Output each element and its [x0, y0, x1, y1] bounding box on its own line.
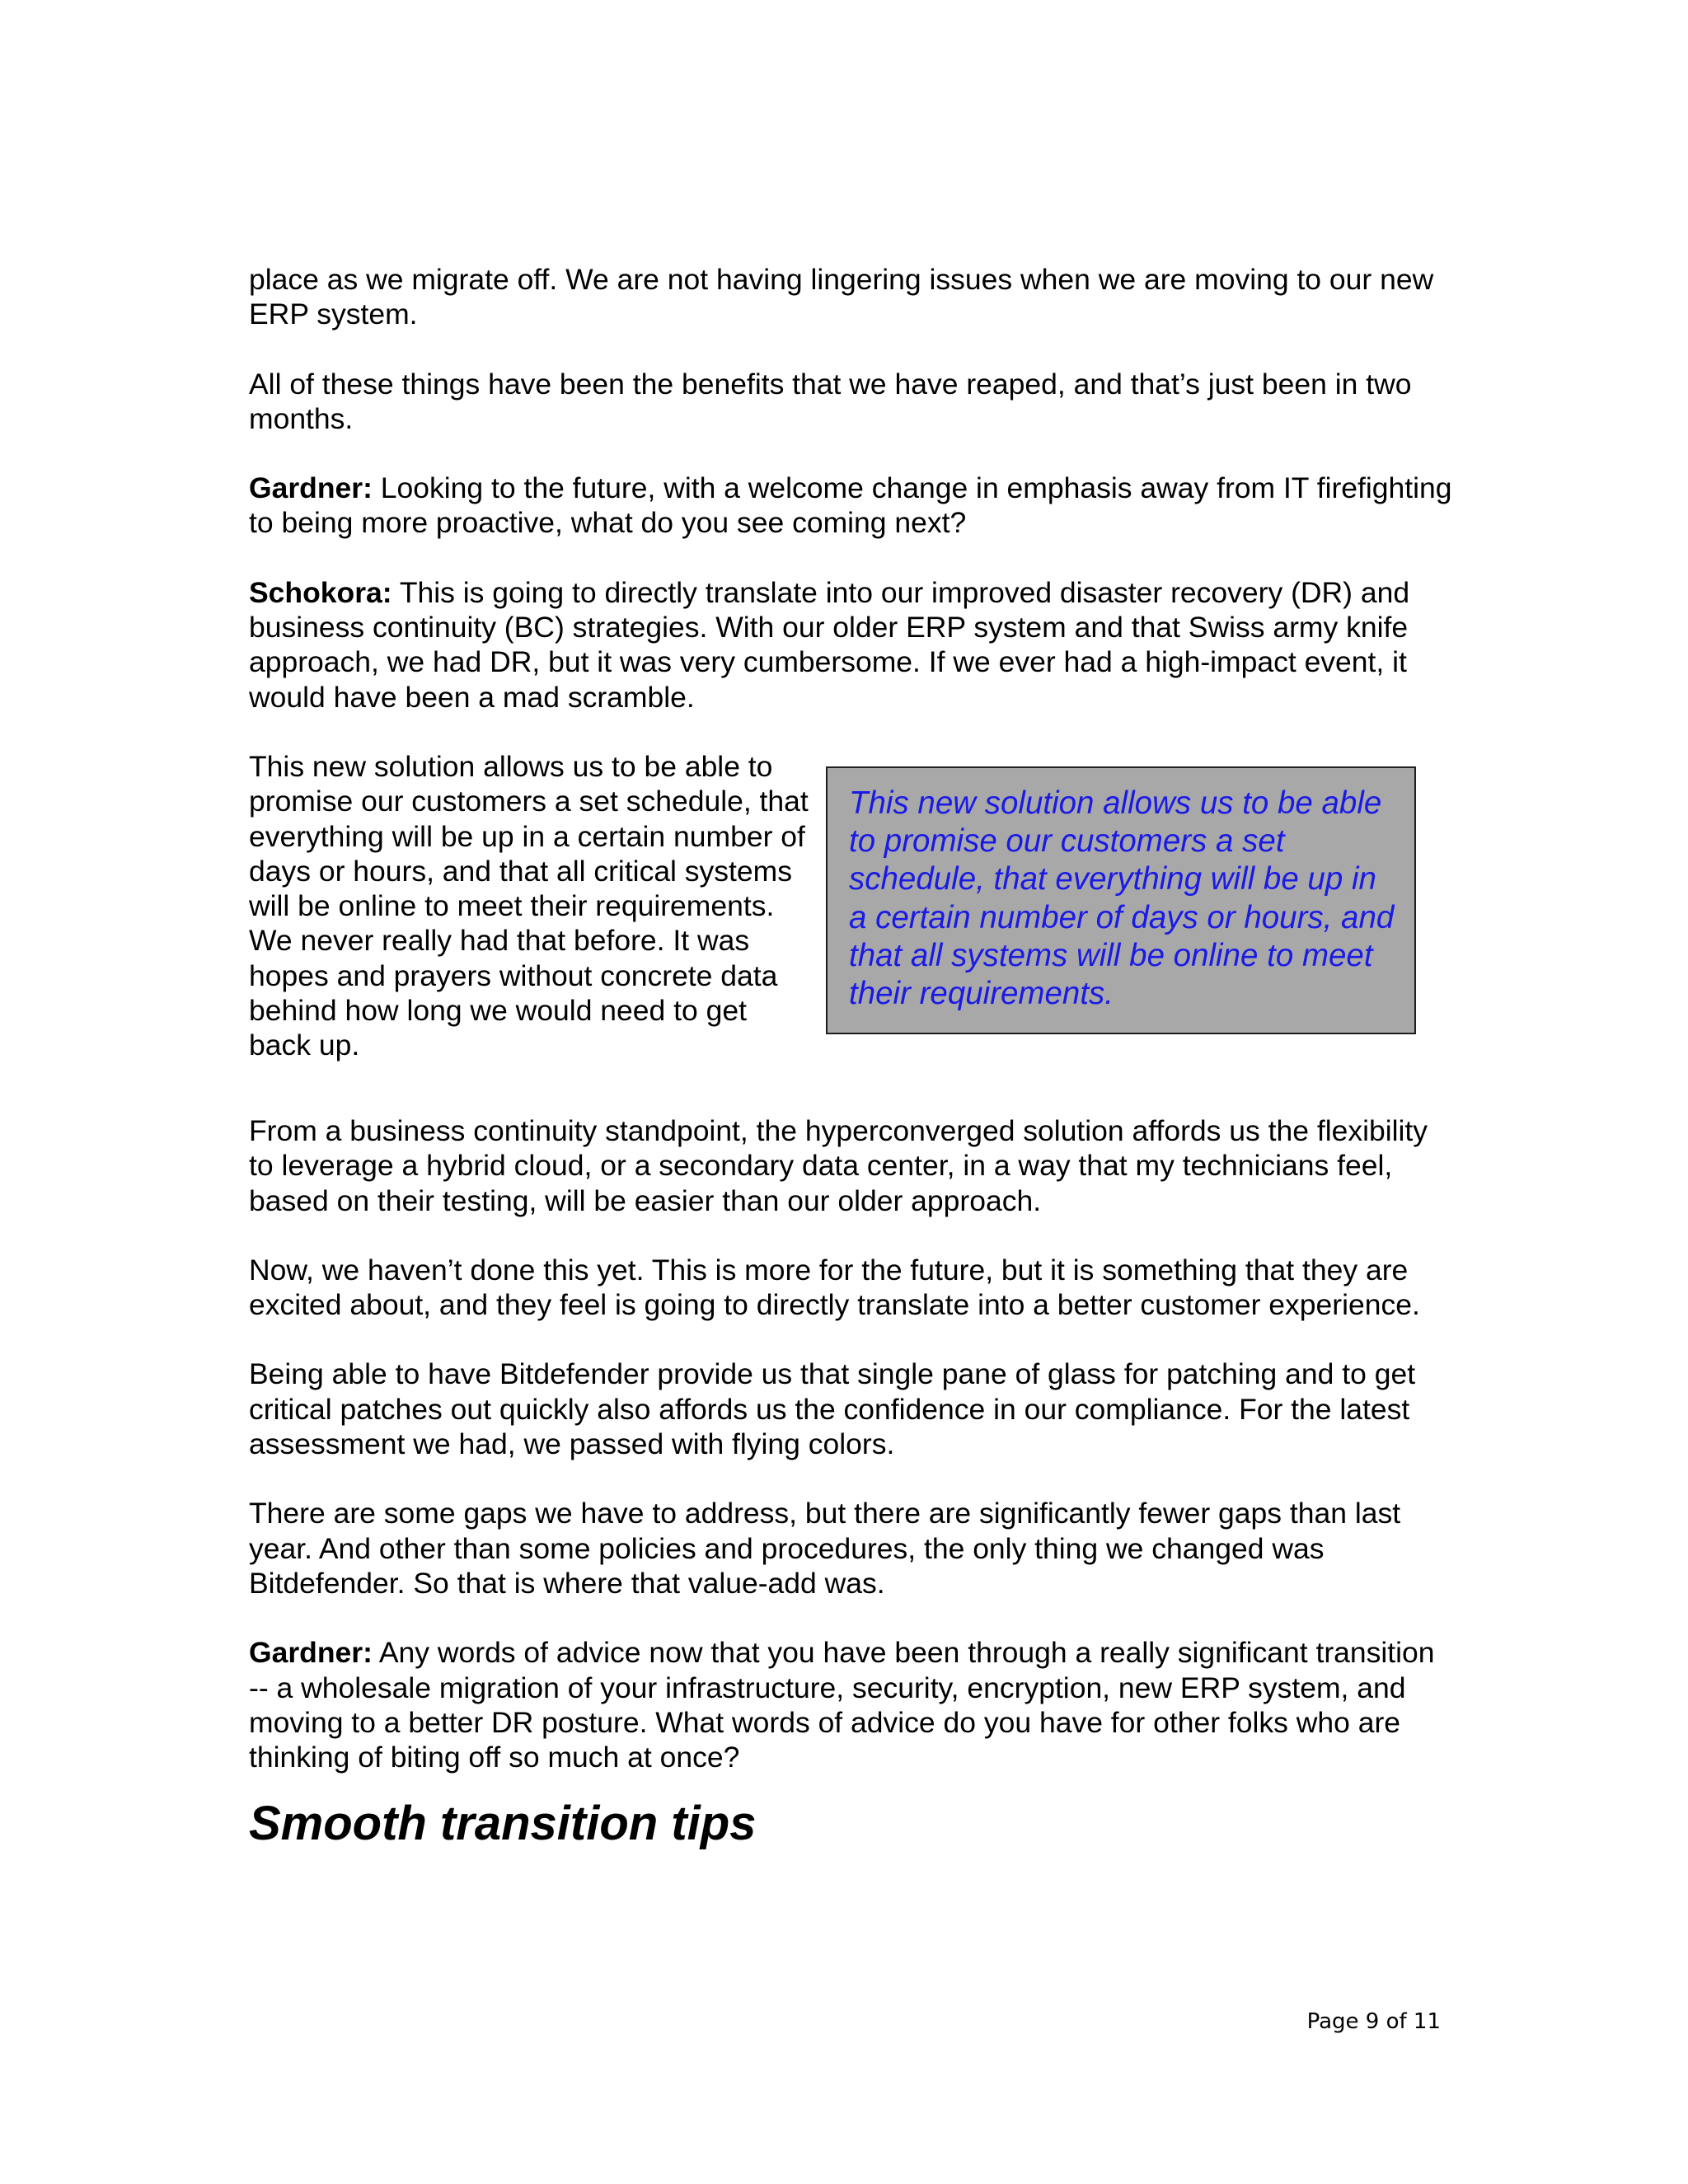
page-content — [249, 262, 1452, 1850]
page-number: Page 9 of 11 — [1306, 2009, 1441, 2034]
paragraph — [249, 1496, 1452, 1601]
paragraph-with-pull-quote — [249, 749, 1452, 1079]
speaker-label: Gardner: — [249, 471, 373, 505]
pull-quote-box — [826, 766, 1416, 1034]
paragraph-text: Now, we haven’t done this yet. This is more for the future, but it is something that they are excited about, and they feel is going to directly translate into a better customer experience. — [249, 1253, 1420, 1322]
speaker-label: Gardner: — [249, 1636, 373, 1670]
paragraph — [249, 262, 1452, 332]
paragraph-gardner-question — [249, 471, 1452, 541]
paragraph-gardner-question — [249, 1635, 1452, 1774]
section-heading: Smooth transition tips — [249, 1797, 757, 1851]
paragraph-text: place as we migrate off. We are not having lingering issues when we are moving to our new ERP system. — [249, 263, 1434, 331]
paragraph — [249, 1113, 1452, 1218]
paragraph — [249, 367, 1452, 437]
paragraph-text: Any words of advice now that you have been through a really significant transition -- a wholesale migration of your infrastructure, security, encryption, new ERP system, and moving to a better DR posture. What words of advice do you have for other folks who are thinking of biting off so much at once? — [249, 1636, 1435, 1774]
paragraph-text: There are some gaps we have to address, but there are significantly fewer gaps than last year. And other than some policies and procedures, the only thing we changed was Bitdefender. So that is where that value-add was. — [249, 1497, 1401, 1600]
paragraph — [249, 1357, 1452, 1461]
paragraph-text: This new solution allows us to be able to promise our customers a set schedule, that everything will be up in a certain number of days or hours, and that all critical systems will be online to meet their requirements. We never really had that before. It was hopes and prayers without concrete data behind how long we would need to get back up. — [249, 749, 809, 1062]
paragraph-text: All of these things have been the benefits that we have reaped, and that’s just been in two months. — [249, 367, 1412, 435]
paragraph-text: This is going to directly translate into our improved disaster recovery (DR) and business continuity (BC) strategies. With our older ERP system and that Swiss army knife approach, we had DR, but it was very cumbersome. If we ever had a high-impact event, it would have been a mad scramble. — [249, 575, 1410, 714]
paragraph — [249, 1253, 1452, 1323]
paragraph-text: From a business continuity standpoint, the hyperconverged solution affords us the flexibility to leverage a hybrid cloud, or a secondary data center, in a way that my technicians feel, based on their testing, will be easier than our older approach. — [249, 1113, 1428, 1217]
paragraph-text: Looking to the future, with a welcome change in emphasis away from IT firefighting to being more proactive, what do you see coming next? — [249, 471, 1452, 540]
paragraph-schokora-answer — [249, 575, 1452, 715]
speaker-label: Schokora: — [249, 575, 392, 609]
pull-quote-text: This new solution allows us to be able to promise our customers a set schedule, that everything will be up in a certain number of days or hours, and that all systems will be online to meet their requirements. — [849, 785, 1395, 1011]
paragraph-text: Being able to have Bitdefender provide us that single pane of glass for patching and to get critical patches out quickly also affords us the confidence in our compliance. For the latest assessment we had, we passed with flying colors. — [249, 1357, 1416, 1461]
